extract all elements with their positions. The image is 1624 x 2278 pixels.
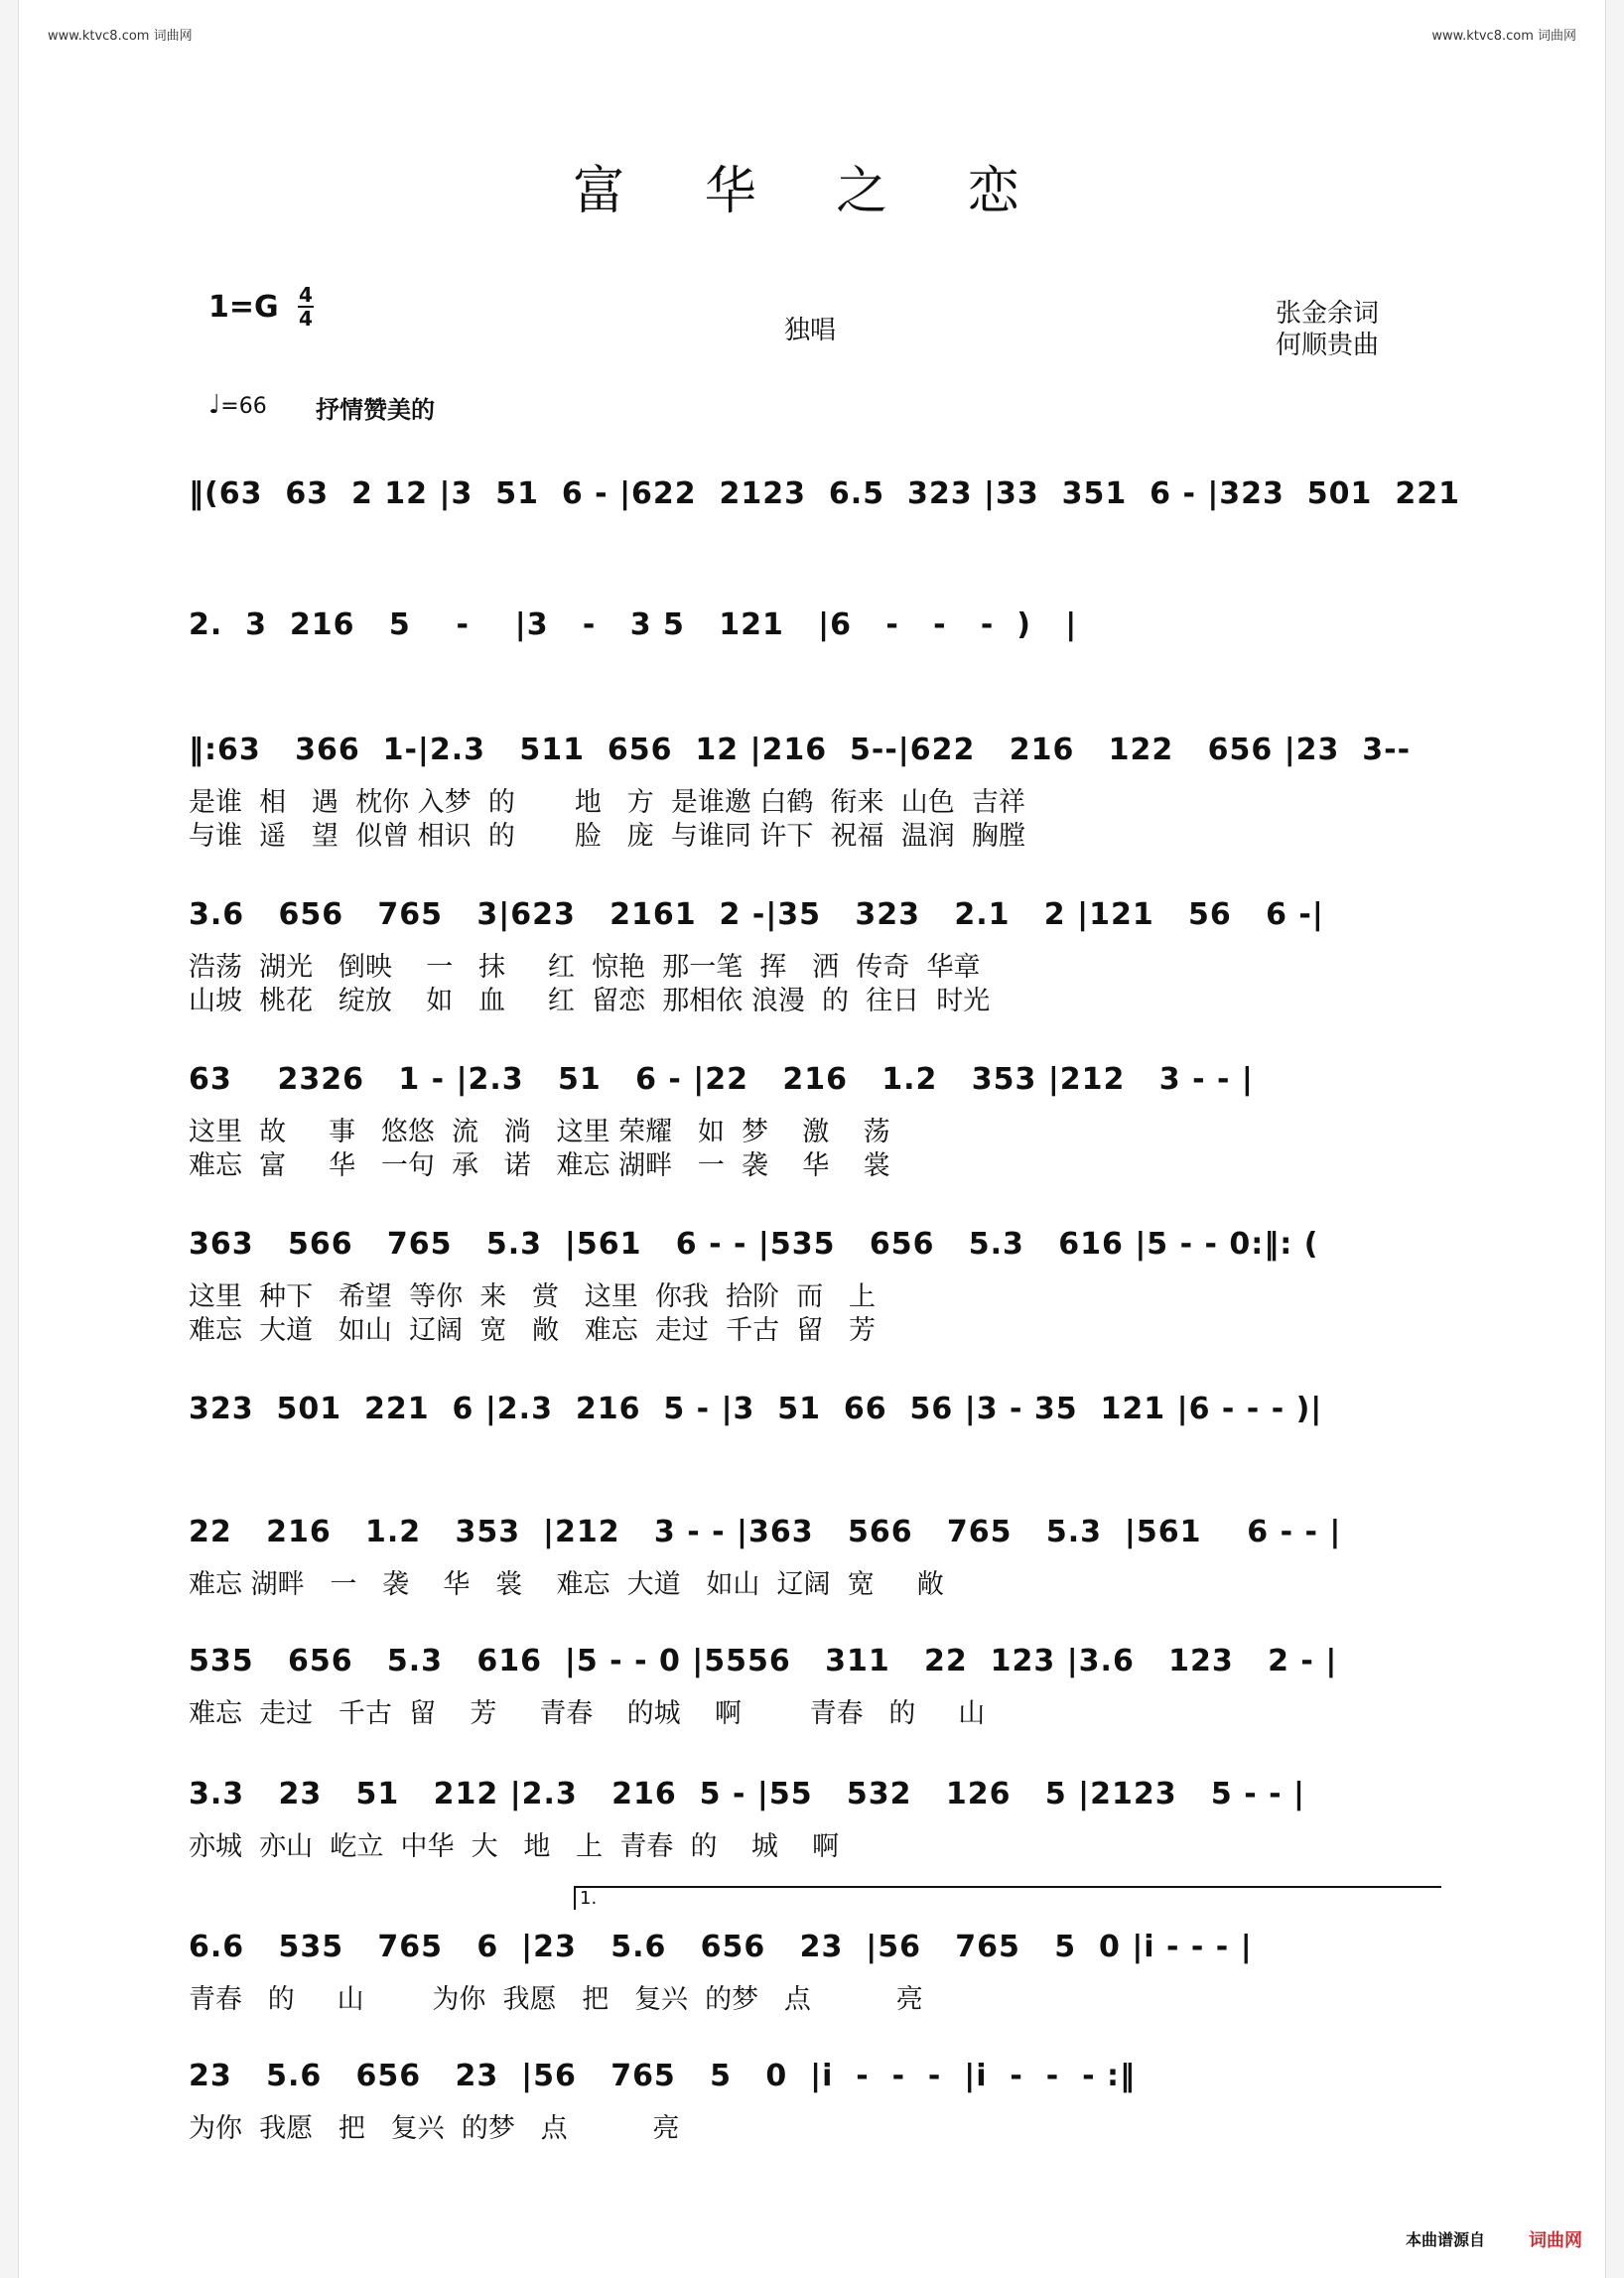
quarter-note-icon: ♩ bbox=[208, 390, 221, 420]
lyrics-verse-1: 青春 的 山 为你 我愿 把 复兴 的梦 点 亮 bbox=[189, 1984, 923, 2015]
tempo-marking bbox=[208, 390, 267, 420]
notation: 23 5.6 656 23 |56 765 5 0 |i - - - |i - - - :‖ bbox=[189, 2059, 1136, 2093]
lyrics-verse-2: 与谁 遥 望 似曾 相识 的 脸 庞 与谁同 许下 祝福 温润 胸膛 bbox=[189, 821, 1025, 852]
notation: 3.3 23 51 212 |2.3 216 5 - |55 532 126 5 |2123 5 - - | bbox=[189, 1777, 1305, 1811]
notation: 63 2326 1 - |2.3 51 6 - |22 216 1.2 353 |212 3 - - | bbox=[189, 1062, 1254, 1097]
notation: 363 566 765 5.3 |561 6 - - |535 656 5.3 616 |5 - - 0:‖: ( bbox=[189, 1227, 1319, 1262]
site-watermark-left: www.ktvc8.com 词曲网 bbox=[48, 29, 193, 44]
composer: 何顺贵曲 bbox=[1276, 331, 1380, 360]
notation: 6.6 535 765 6 |23 5.6 656 23 |56 765 5 0 |i - - - | bbox=[189, 1930, 1253, 1964]
lyrics-verse-1: 这里 种下 希望 等你 来 赏 这里 你我 拾阶 而 上 bbox=[189, 1281, 876, 1312]
lyrics-verse-2: 山坡 桃花 绽放 如 血 红 留恋 那相依 浪漫 的 往日 时光 bbox=[189, 986, 991, 1016]
lyrics-verse-1: 浩荡 湖光 倒映 一 抹 红 惊艳 那一笔 挥 洒 传奇 华章 bbox=[189, 952, 981, 983]
notation: 3.6 656 765 3|623 2161 2 -|35 323 2.1 2 |121 56 6 -| bbox=[189, 897, 1324, 932]
lyrics-verse-2: 难忘 大道 如山 辽阔 宽 敞 难忘 走过 千古 留 芳 bbox=[189, 1315, 876, 1346]
lyrics-verse-1: 难忘 湖畔 一 袭 华 裳 难忘 大道 如山 辽阔 宽 敞 bbox=[189, 1569, 944, 1600]
lyricist: 张金余词 bbox=[1276, 299, 1380, 329]
lyrics-verse-1: 这里 故 事 悠悠 流 淌 这里 荣耀 如 梦 激 荡 bbox=[189, 1117, 890, 1147]
lyrics-verse-2: 难忘 富 华 一句 承 诺 难忘 湖畔 一 袭 华 裳 bbox=[189, 1150, 890, 1181]
performance-mode: 独唱 bbox=[784, 316, 837, 345]
notation: ‖(63 63 2 12 |3 51 6 - |622 2123 6.5 323 |33 351 6 - |323 501 221 bbox=[189, 476, 1460, 511]
meter-bottom: 4 bbox=[299, 307, 313, 331]
tempo-value: =66 bbox=[220, 394, 267, 419]
lyrics-verse-1: 难忘 走过 千古 留 芳 青春 的城 啊 青春 的 山 bbox=[189, 1698, 986, 1729]
footer-brand-link[interactable]: 词曲网 bbox=[1529, 2230, 1582, 2251]
credits bbox=[1276, 298, 1379, 361]
key-signature: 1=G bbox=[208, 290, 279, 325]
notation: 323 501 221 6 |2.3 216 5 - |3 51 66 56 |3 - 35 121 |6 - - - )| bbox=[189, 1392, 1323, 1426]
notation: 2. 3 216 5 - |3 - 3 5 121 |6 - - - ) | bbox=[189, 607, 1078, 642]
expression-marking: 抒情赞美的 bbox=[316, 396, 435, 424]
left-margin-strip bbox=[0, 0, 19, 2278]
time-signature bbox=[298, 284, 314, 330]
first-ending-bracket bbox=[574, 1886, 1441, 1910]
notation: 535 656 5.3 616 |5 - - 0 |5556 311 22 123 |3.6 123 2 - | bbox=[189, 1644, 1338, 1678]
notation: 22 216 1.2 353 |212 3 - - |363 566 765 5.3 |561 6 - - | bbox=[189, 1515, 1342, 1549]
lyrics-verse-1: 是谁 相 遇 枕你 入梦 的 地 方 是谁邀 白鹤 衔来 山色 吉祥 bbox=[189, 787, 1025, 818]
song-title: 富 华 之 恋 bbox=[573, 162, 1051, 221]
first-ending-label: 1. bbox=[580, 1888, 598, 1909]
site-watermark-right: www.ktvc8.com 词曲网 bbox=[1431, 29, 1576, 44]
meter-top: 4 bbox=[299, 283, 313, 307]
notation: ‖:63 366 1-|2.3 511 656 12 |216 5--|622 216 122 656 |23 3-- bbox=[189, 733, 1412, 767]
footer-source-label: 本曲谱源自 bbox=[1405, 2230, 1485, 2249]
lyrics-verse-1: 亦城 亦山 屹立 中华 大 地 上 青春 的 城 啊 bbox=[189, 1831, 840, 1862]
lyrics-verse-1: 为你 我愿 把 复兴 的梦 点 亮 bbox=[189, 2113, 680, 2144]
right-margin-strip bbox=[1605, 0, 1624, 2278]
